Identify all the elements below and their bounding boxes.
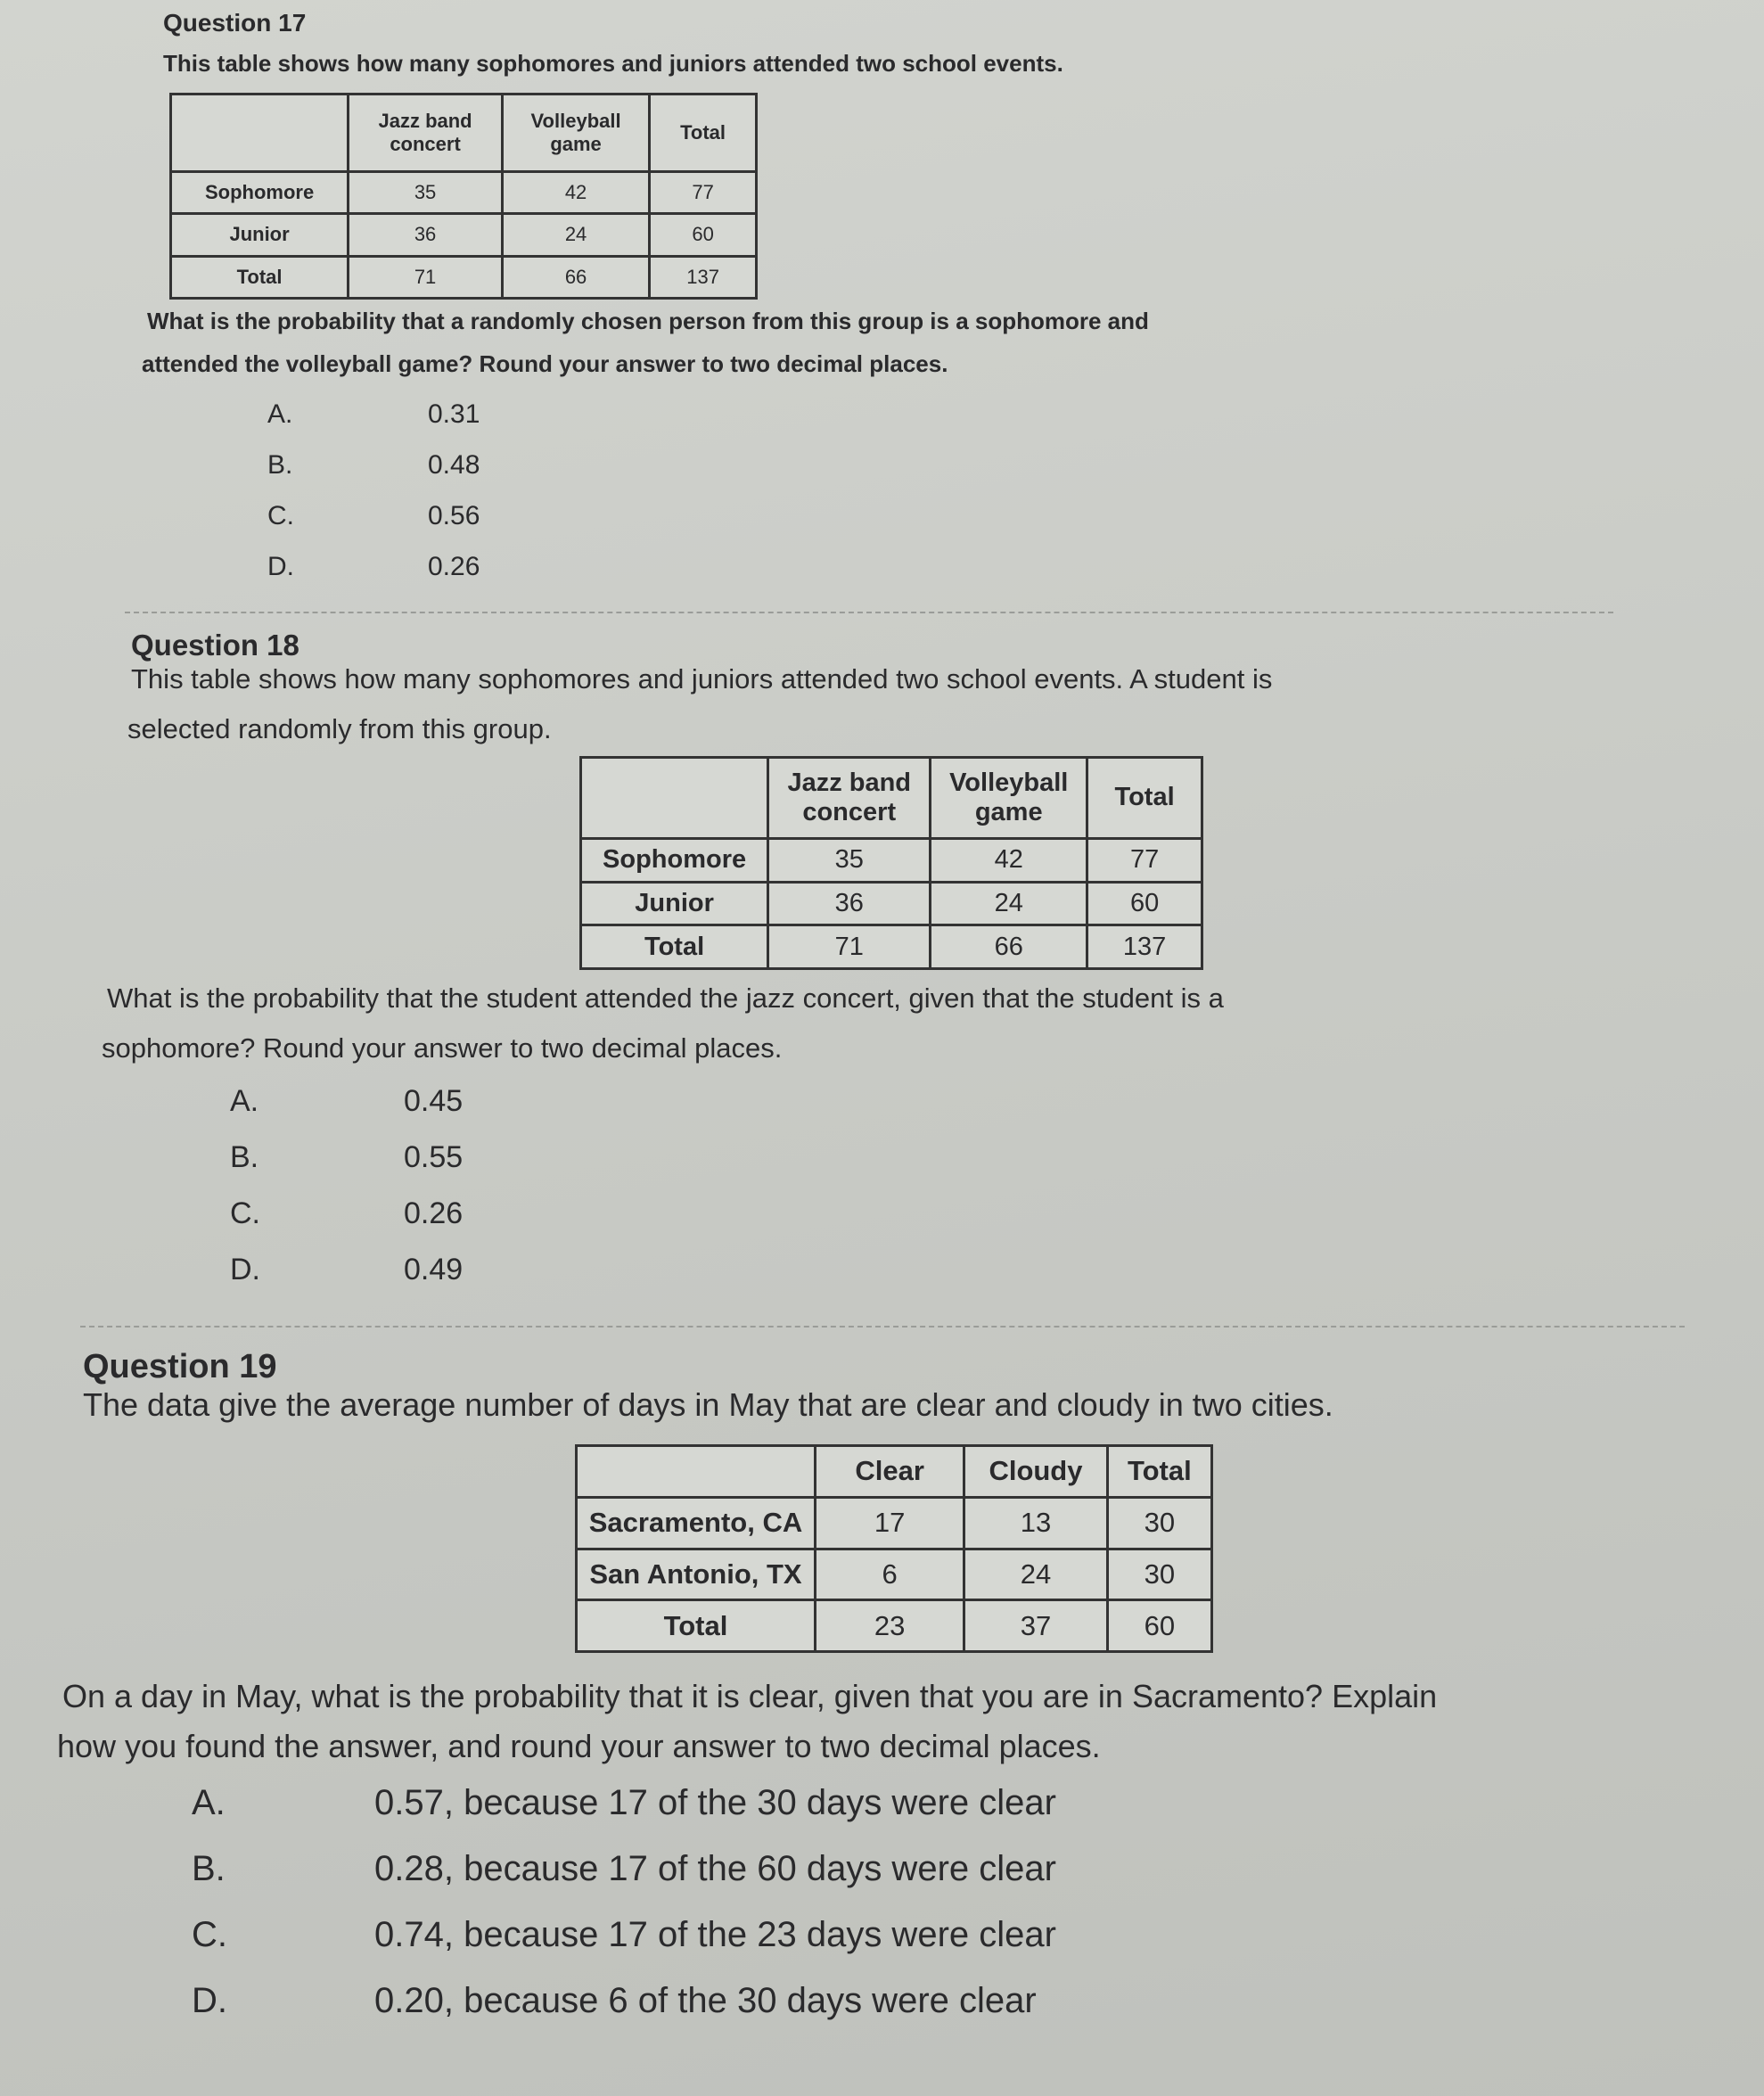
option-letter[interactable]: D.	[267, 552, 294, 581]
row-label: Sophomore	[171, 172, 349, 214]
table-row	[581, 838, 1202, 882]
table-cell: 13	[964, 1497, 1107, 1549]
table-cell: 77	[650, 172, 757, 214]
option-letter[interactable]: C.	[230, 1196, 260, 1230]
table-cell: 23	[815, 1600, 964, 1652]
table-cell: 60	[650, 214, 757, 256]
table-cell: 137	[650, 256, 757, 298]
table-cell: 60	[1087, 882, 1202, 925]
option-letter[interactable]: A.	[267, 399, 293, 429]
option-text[interactable]: 0.20, because 6 of the 30 days were clear	[374, 1981, 1037, 2020]
divider	[125, 612, 1613, 613]
option-text[interactable]: 0.55	[404, 1140, 464, 1174]
table-row	[577, 1600, 1212, 1652]
option-letter[interactable]: A.	[230, 1084, 259, 1118]
option-text[interactable]: 0.74, because 17 of the 23 days were clear	[374, 1915, 1056, 1954]
question-title: Question 17	[163, 9, 307, 37]
row-label: Sophomore	[581, 838, 768, 882]
option-text[interactable]: 0.26	[404, 1196, 464, 1230]
table-row	[171, 256, 757, 298]
question-intro: This table shows how many sophomores and juniors attended two school events. A student is	[131, 663, 1273, 695]
question-prompt: attended the volleyball game? Round your answer to two decimal places.	[142, 350, 948, 377]
table-header-row	[577, 1446, 1212, 1498]
option-text[interactable]: 0.57, because 17 of the 30 days were clear	[374, 1783, 1056, 1822]
question-intro: selected randomly from this group.	[127, 713, 552, 744]
question-title: Question 19	[83, 1348, 277, 1385]
table-cell: 30	[1107, 1549, 1211, 1600]
option-letter[interactable]: C.	[192, 1915, 227, 1954]
question-prompt: What is the probability that a randomly chosen person from this group is a sophomore and	[147, 308, 1149, 334]
table-cell: 137	[1087, 925, 1202, 969]
question-prompt: What is the probability that the student attended the jazz concert, given that the student is a	[107, 982, 1224, 1014]
data-table	[169, 93, 758, 300]
option-text[interactable]: 0.31	[428, 399, 480, 429]
table-cell: 24	[931, 882, 1087, 925]
table-header-row	[581, 758, 1202, 839]
table-header-cell: Total	[1087, 758, 1202, 839]
question-title: Question 18	[131, 629, 299, 662]
table-header-cell	[581, 758, 768, 839]
table-row	[577, 1497, 1212, 1549]
option-letter[interactable]: B.	[267, 450, 293, 480]
question-intro: This table shows how many sophomores and juniors attended two school events.	[163, 50, 1063, 77]
option-text[interactable]: 0.26	[428, 552, 480, 581]
table-header-cell: Total	[650, 95, 757, 172]
row-label: Junior	[581, 882, 768, 925]
option-text[interactable]: 0.45	[404, 1084, 464, 1118]
table-header-cell: Clear	[815, 1446, 964, 1498]
question-prompt: how you found the answer, and round your answer to two decimal places.	[57, 1728, 1101, 1764]
table-cell: 60	[1107, 1600, 1211, 1652]
question-intro: The data give the average number of days in May that are clear and cloudy in two cities.	[83, 1386, 1333, 1423]
option-letter[interactable]: B.	[230, 1140, 259, 1174]
table-cell: 30	[1107, 1497, 1211, 1549]
table-row	[577, 1549, 1212, 1600]
option-text[interactable]: 0.48	[428, 450, 480, 480]
table-cell: 42	[502, 172, 649, 214]
row-label: San Antonio, TX	[577, 1549, 816, 1600]
table-cell: 42	[931, 838, 1087, 882]
option-text[interactable]: 0.28, because 17 of the 60 days were clear	[374, 1849, 1056, 1888]
table-row	[581, 882, 1202, 925]
option-letter[interactable]: B.	[192, 1849, 226, 1888]
table-header-cell	[577, 1446, 816, 1498]
row-label: Total	[171, 256, 349, 298]
table-cell: 24	[502, 214, 649, 256]
question-prompt: On a day in May, what is the probability that it is clear, given that you are in Sacramento? Explain	[62, 1678, 1438, 1714]
table-header-cell: Jazz band concert	[768, 758, 931, 839]
table-header-cell: Cloudy	[964, 1446, 1107, 1498]
option-letter[interactable]: C.	[267, 501, 294, 530]
option-letter[interactable]: A.	[192, 1783, 226, 1822]
divider	[80, 1326, 1685, 1327]
table-cell: 17	[815, 1497, 964, 1549]
option-letter[interactable]: D.	[230, 1253, 260, 1286]
table-cell: 36	[349, 214, 503, 256]
table-row	[171, 172, 757, 214]
row-label: Sacramento, CA	[577, 1497, 816, 1549]
table-header-cell: Total	[1107, 1446, 1211, 1498]
table-header-cell: Jazz band concert	[349, 95, 503, 172]
table-row	[581, 925, 1202, 969]
table-cell: 35	[349, 172, 503, 214]
table-header-cell: Volleyball game	[502, 95, 649, 172]
table-cell: 36	[768, 882, 931, 925]
row-label: Junior	[171, 214, 349, 256]
table-header-cell: Volleyball game	[931, 758, 1087, 839]
option-letter[interactable]: D.	[192, 1981, 227, 2020]
option-text[interactable]: 0.56	[428, 501, 480, 530]
question-prompt: sophomore? Round your answer to two decimal places.	[102, 1032, 783, 1064]
table-cell: 66	[502, 256, 649, 298]
table-header-cell	[171, 95, 349, 172]
table-cell: 35	[768, 838, 931, 882]
table-cell: 71	[768, 925, 931, 969]
data-table	[579, 756, 1203, 970]
row-label: Total	[581, 925, 768, 969]
row-label: Total	[577, 1600, 816, 1652]
data-table	[575, 1444, 1213, 1653]
table-header-row	[171, 95, 757, 172]
option-text[interactable]: 0.49	[404, 1253, 464, 1286]
table-cell: 77	[1087, 838, 1202, 882]
table-cell: 6	[815, 1549, 964, 1600]
table-cell: 66	[931, 925, 1087, 969]
table-cell: 24	[964, 1549, 1107, 1600]
table-row	[171, 214, 757, 256]
table-cell: 37	[964, 1600, 1107, 1652]
table-cell: 71	[349, 256, 503, 298]
